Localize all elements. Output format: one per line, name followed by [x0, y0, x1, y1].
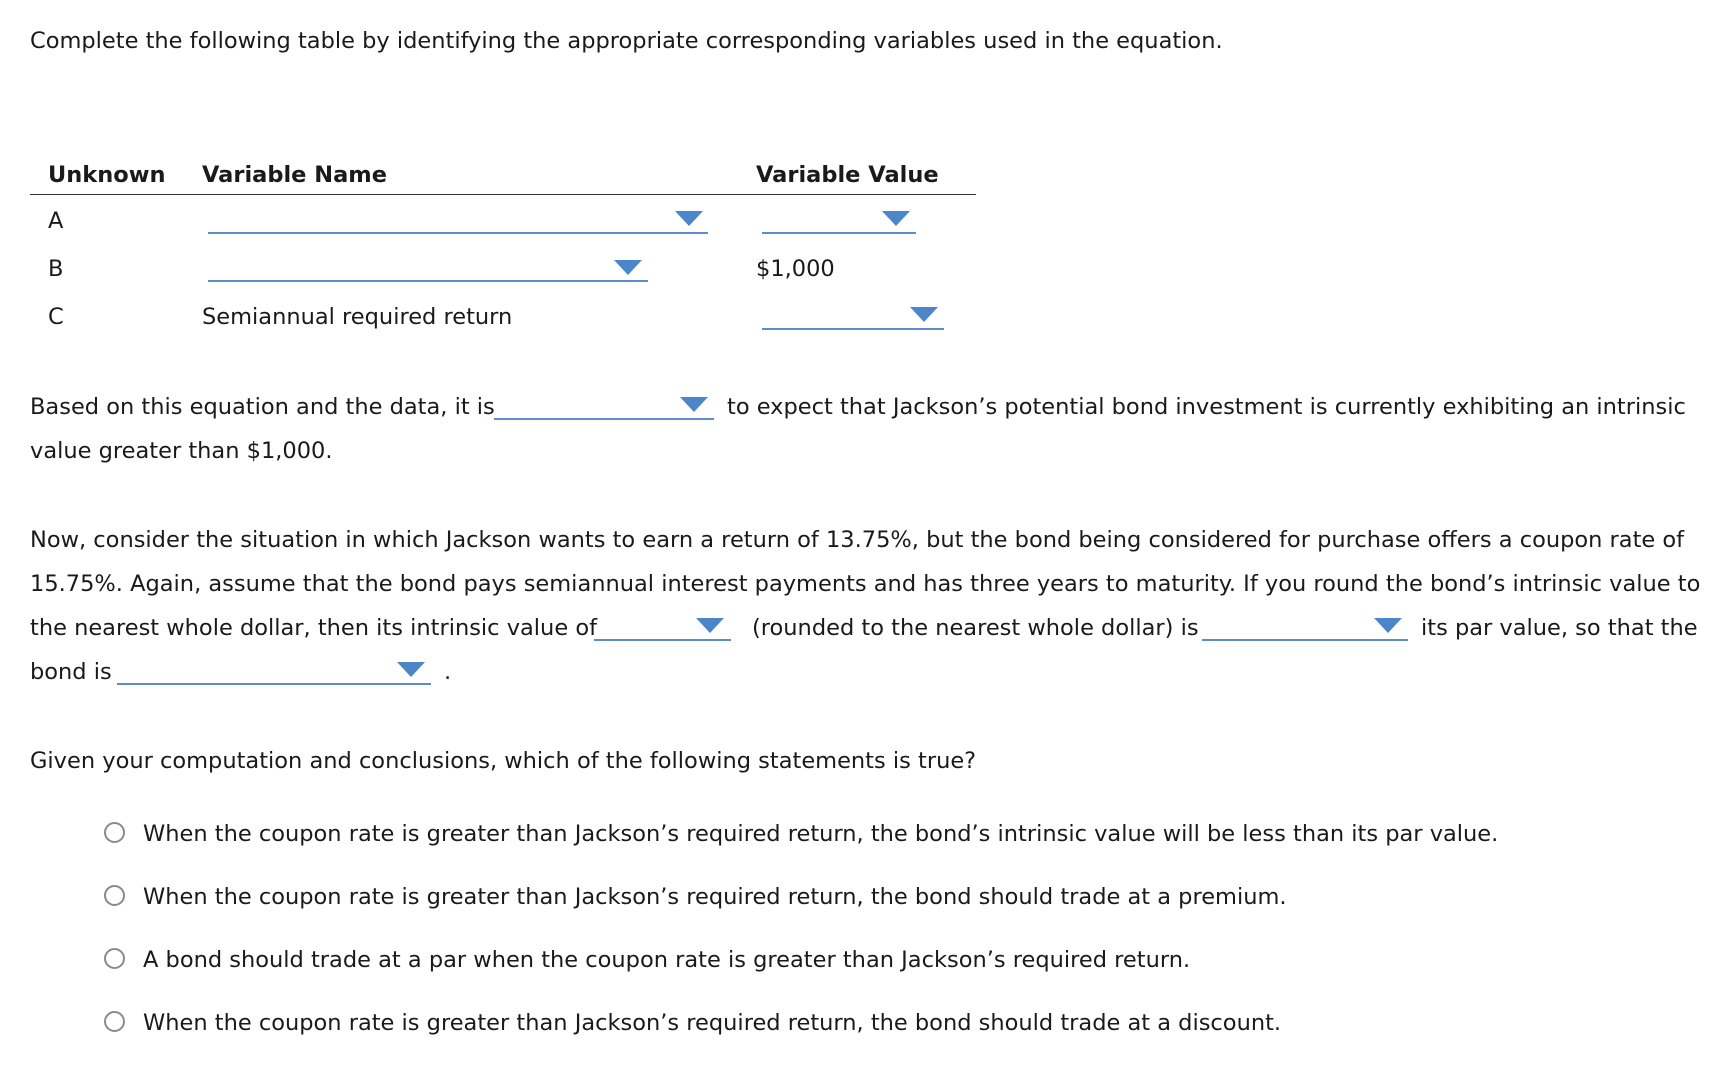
- row-b-variable-name-dropdown[interactable]: [208, 254, 648, 284]
- row-c-variable-value-dropdown[interactable]: [762, 302, 944, 332]
- dropdown-arrow-icon: [675, 211, 703, 226]
- row-a-unknown: A: [48, 208, 64, 234]
- option-1-radio[interactable]: [104, 822, 125, 843]
- row-b-variable-value: $1,000: [756, 256, 835, 282]
- dropdown-arrow-icon: [910, 307, 938, 322]
- header-unknown: Unknown: [48, 162, 166, 188]
- par-comparison-dropdown[interactable]: [1202, 613, 1408, 643]
- option-3-label[interactable]: A bond should trade at a par when the coupon rate is greater than Jackson’s required return.: [143, 947, 1191, 973]
- para2-line1: Now, consider the situation in which Jackson wants to earn a return of 13.75%, but the bond being considered for purchase offers a coupon rate of: [30, 527, 1685, 553]
- question-text: Given your computation and conclusions, which of the following statements is true?: [30, 748, 977, 774]
- option-2-label[interactable]: When the coupon rate is greater than Jackson’s required return, the bond should trade at a premium.: [143, 884, 1287, 910]
- option-2-radio[interactable]: [104, 885, 125, 906]
- dropdown-arrow-icon: [882, 211, 910, 226]
- para1-text-end: value greater than $1,000.: [30, 438, 333, 464]
- row-c-variable-name: Semiannual required return: [202, 304, 513, 330]
- header-variable-value: Variable Value: [756, 162, 939, 188]
- option-4-radio[interactable]: [104, 1011, 125, 1032]
- instruction-text: Complete the following table by identifying the appropriate corresponding variables used in the equation.: [30, 28, 1223, 54]
- dropdown-arrow-icon: [680, 397, 708, 412]
- dropdown-arrow-icon: [696, 618, 724, 633]
- bond-trade-dropdown[interactable]: [117, 657, 431, 687]
- para2-line3-start: the nearest whole dollar, then its intrinsic value of: [30, 615, 598, 641]
- dropdown-arrow-icon: [1374, 618, 1402, 633]
- para2-line3-middle: (rounded to the nearest whole dollar) is: [752, 615, 1199, 641]
- dropdown-arrow-icon: [397, 662, 425, 677]
- dropdown-arrow-icon: [614, 260, 642, 275]
- para2-line4-period: .: [444, 659, 452, 685]
- para2-line3-end: its par value, so that the: [1421, 615, 1698, 641]
- para1-text-middle: to expect that Jackson’s potential bond investment is currently exhibiting an intrinsic: [727, 394, 1686, 420]
- intrinsic-value-dropdown[interactable]: [594, 613, 731, 643]
- row-a-variable-value-dropdown[interactable]: [762, 206, 916, 236]
- table-header-divider: [30, 194, 976, 195]
- option-1-label[interactable]: When the coupon rate is greater than Jackson’s required return, the bond’s intrinsic value will be less than its par value.: [143, 821, 1499, 847]
- option-3-radio[interactable]: [104, 948, 125, 969]
- header-variable-name: Variable Name: [202, 162, 387, 188]
- para2-line4-start: bond is: [30, 659, 112, 685]
- row-a-variable-name-dropdown[interactable]: [208, 206, 708, 236]
- para1-expectation-dropdown[interactable]: [494, 392, 714, 422]
- row-b-unknown: B: [48, 256, 64, 282]
- option-4-label[interactable]: When the coupon rate is greater than Jackson’s required return, the bond should trade at a discount.: [143, 1010, 1282, 1036]
- row-c-unknown: C: [48, 304, 64, 330]
- para2-line2: 15.75%. Again, assume that the bond pays semiannual interest payments and has three years to maturity. If you round the bond’s intrinsic value to: [30, 571, 1701, 597]
- para1-text-start: Based on this equation and the data, it is: [30, 394, 495, 420]
